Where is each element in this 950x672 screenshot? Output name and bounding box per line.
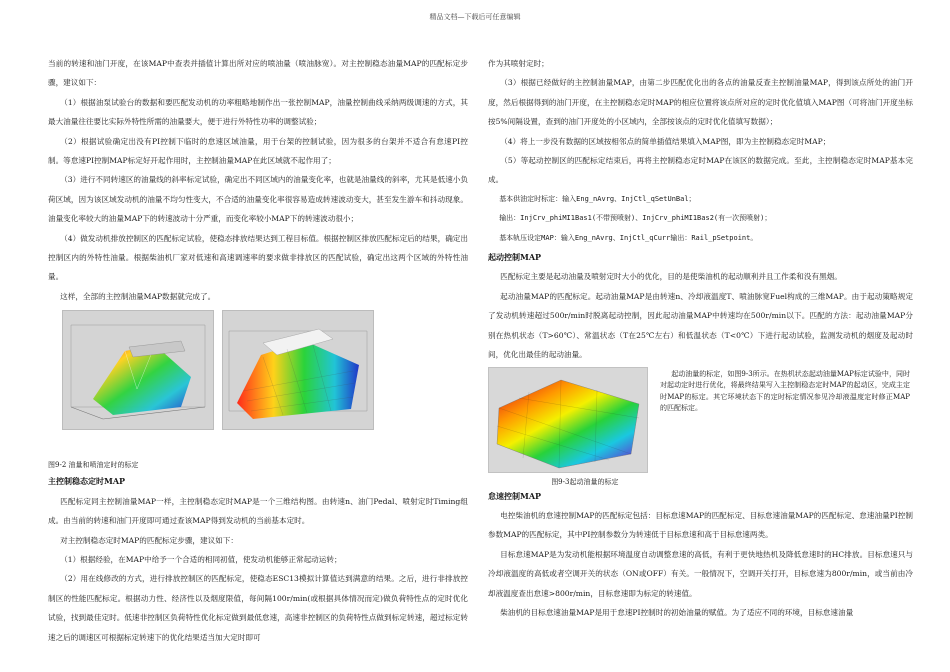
paragraph: 输出：InjCrv_phiMI1Bas1(不带预喷射)、InjCrv_phiMI1Bas2(有一次预喷射)；: [499, 214, 772, 223]
section-heading: 怠速控制MAP: [488, 490, 542, 501]
injection-timing-3d-plot: [222, 310, 374, 430]
paragraph: 匹配标定主要是起动油量及喷射定时大小的优化，目的是使柴油机的起动顺利并且工作柔和没有黑烟。: [500, 272, 842, 282]
figure-caption: 图9-3起动油量的标定: [551, 477, 619, 486]
paragraph: 作为其喷射定时；: [488, 59, 549, 68]
paragraph: 基本轨压设定MAP：输入Eng_nAvrg、InjCtl_qCurr输出：Rail_pSetpoint。: [499, 233, 758, 242]
figure-caption: 图9-2 油量和喷油定时的标定: [48, 461, 139, 470]
paragraph: （5）等起动控制区的匹配标定结束后，再将主控制稳态定时MAP在该区的数据完成。至此，主控制稳态定时MAP基本完成。: [488, 156, 913, 185]
right-column: [488, 54, 913, 622]
paragraph: 柴油机的目标怠速油量MAP是用于怠速PI控制时的初始油量的赋值。为了适应不同的环境，目标怠速油量: [500, 607, 854, 617]
paragraph: （1）根据经验，在MAP中给予一个合适的相同初值，使发动机能够正常起动运转；: [60, 554, 342, 564]
figure-9-2: [62, 310, 402, 432]
paragraph: 这样，全部的主控制油量MAP数据就完成了。: [60, 291, 216, 301]
paragraph: （1）根据油泵试验台的数据和要匹配发动机的功率粗略地制作出一张控制MAP，油量控制曲线采纳两级调速的方式，其最大油量往往要比实际外特性所需的油量要大，便于进行外特性功率的调整试验；: [48, 97, 468, 127]
paragraph: （3）根据已经做好的主控制油量MAP，由第二步匹配优化出的各点的油量反查主控制油量MAP，得到该点所处的油门开度，然后根据得到的油门开度，在主控制稳态定时MAP的相应位置将该点所对应的定时优化值填入MAP图（可将油门开度坐标按5%间隔设置，查到的油门开度处的小区域内，全部按该点的定时优化值填写数据）；: [488, 78, 913, 127]
section-heading: 起动控制MAP: [488, 252, 542, 263]
paragraph: 起动油量MAP的匹配标定。起动油量MAP是由转速n、冷却液温度T、喷油脉宽Fuel构成的三维MAP。由于起动策略规定了发动机转速超过500r/min时脱离起动控制，因此起动油量MAP中转速均在500r/min以下。匹配的方法：起动油量MAP分别在热机状态（T>60℃）、常温状态（T在25℃左右）和低温状态（T<0℃）下进行起动试验，监测发动机的烟度及起动时间，优化出最佳的起动油量。: [488, 291, 913, 360]
fuel-surface-graphic: [63, 311, 213, 429]
section-heading: 主控制稳态定时MAP: [48, 476, 126, 487]
timing-surface-graphic: [223, 311, 373, 429]
paragraph: 电控柴油机的怠速控制MAP的匹配标定包括：目标怠速MAP的匹配标定、目标怠速油量MAP的匹配标定、怠速油量PI控制参数MAP的匹配标定，其中PI控制参数分为转速低于目标怠速和高于目标怠速两类。: [488, 510, 913, 540]
paragraph: （4）做发动机排放控制区的匹配标定试验，使稳态排放结果达到工程目标值。根据控制区排放匹配标定后的结果，确定出控制区内的外特性油量。根据柴油机厂家对低速和高速调速率的要求做非排放区的匹配试验，确定出这两个区域的外特性油量。: [48, 233, 468, 282]
start-fuel-3d-plot: [488, 367, 648, 473]
paragraph: （3）进行不同转速区的油量线的斜率标定试验，确定出不同区域内的油量变化率，也就是油量线的斜率，尤其是低速小负荷区域，因为该区域发动机的油量不均匀性变大，不合适的油量变化率很容易造成转速波动变大，甚至发生游车和抖动现象。油量变化率较大的油量MAP下的转速波动十分严重，而变化率较小MAP下的转速波动很小；: [48, 175, 468, 224]
figure-side-text: 起动油量的标定，如图9-3所示。在热机状态起动油量MAP标定试验中，同时对起动定时进行优化，将最终结果写入主控制稳态定时MAP的起动区，完成主定时MAP的标定。其它环境状态下的定时标定情况参见冷却液温度定时修正MAP的匹配标定。: [660, 369, 910, 413]
paragraph: 当前的转速和油门开度，在该MAP中查表并插值计算出所对应的喷油量（喷油脉宽）。对主控制稳态油量MAP的匹配标定步骤，建议如下：: [48, 59, 468, 88]
start-fuel-surface-graphic: [489, 368, 647, 472]
paragraph: （4）将上一步没有数据的区域按相邻点的简单插值结果填入MAP图，即为主控制稳态定时MAP；: [500, 136, 831, 146]
paragraph: 对主控制稳态定时MAP的匹配标定步骤，建议如下：: [60, 535, 238, 545]
paragraph: （2）用在线修改的方式，进行排放控制区的匹配标定，使稳态ESC13模拟计算值达到满意的结果。之后，进行非排放控制区的性能匹配标定。根据动力性、经济性以及烟度限值，每间隔100r/min(或根据具体情况而定)做负荷特性点的定时优化试验，找到最佳定时。低速非控制区负荷特性优化标定做到最低怠速，高速非控制区的负荷特性点做到标定转速，超过标定转速之后的调速区可根据标定转速下的优化结果适当加大定时即可: [48, 574, 468, 642]
left-column: [48, 54, 468, 647]
paragraph: （2）根据试验确定出没有PI控制下临时的怠速区域油量，用于台架的控制试验，因为很多的台架并不适合有怠速PI控制。等怠速PI控制MAP标定好开起作用时，主控制油量MAP在此区域就不起作用了；: [48, 136, 468, 166]
paragraph: 匹配标定同主控制油量MAP一样，主控制稳态定时MAP是一个三维结构图。由转速n、油门Pedal、喷射定时Timing组成。由当前的转速和油门开度即可通过查该MAP得到发动机的当前基本定时。: [48, 496, 468, 526]
figure-9-3: [488, 365, 913, 487]
fuel-quantity-3d-plot: [62, 310, 214, 430]
page-header: 精品文档—下载后可任意编辑: [429, 13, 521, 21]
paragraph: 目标怠速MAP是为发动机能根据环境温度自动调整怠速的高低，有利于更快地热机及降低怠速时的HC排放。目标怠速只与冷却液温度的高低或者空调开关的状态（ON或OFF）有关。一般情况下，空调开关打开，目标怠速为800r/min，或当前由冷却液温度查出怠速>800r/min，目标怠速即为标定的转速值。: [488, 549, 913, 598]
paragraph: 基本供油定时标定：输入Eng_nAvrg、InjCtl_qSetUnBal；: [499, 194, 696, 203]
